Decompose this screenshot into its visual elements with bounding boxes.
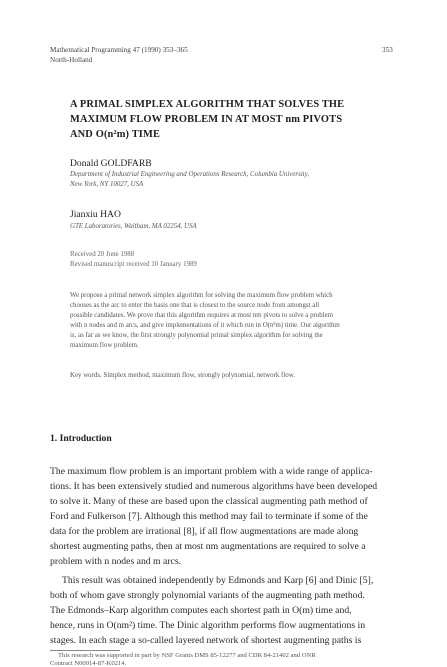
body-line: The Edmonds–Karp algorithm computes each shortest path in O(m) time and, (50, 605, 352, 616)
author-name-1: Donald GOLDFARB (70, 158, 152, 169)
abstract-line: possible candidates. We prove that this algorithm requires at most nm pivots to solve a problem (70, 312, 334, 319)
footnote-line: Contract N00014-87-K0214. (50, 660, 127, 667)
abstract-line: is, as far as we know, the first strongly polynomial primal simplex algorithm for solving the (70, 332, 323, 339)
author-affiliation-1-cont: New York, NY 10027, USA (70, 181, 144, 188)
body-line: to solve it. Many of these are based upon the classical augmenting path method of (50, 496, 368, 507)
footnote-line: This research was supported in part by NSF Grants DMS 85-12277 and CDR 84-21402 and ONR (58, 652, 316, 659)
received-date: Received 20 June 1988 (70, 251, 135, 258)
body-line: Ford and Fulkerson [7]. Although this method may fail to terminate if some of the (50, 511, 368, 522)
journal-citation: Mathematical Programming 47 (1990) 353–365 (50, 46, 188, 54)
revised-date: Revised manuscript received 10 January 1989 (70, 261, 197, 268)
body-line: hence, runs in O(nm²) time. The Dinic algorithm performs flow augmentations in (50, 620, 366, 631)
body-line: shortest augmenting paths, then at most nm augmentations are required to solve a (50, 541, 366, 552)
body-line: data for the problem are irrational [8], if all flow augmentations are made along (50, 526, 359, 537)
section-heading: 1. Introduction (50, 433, 112, 444)
author-affiliation-1: Department of Industrial Engineering and Operations Research, Columbia University, (70, 171, 309, 178)
page-number: 353 (382, 46, 393, 54)
publisher: North-Holland (50, 56, 93, 64)
footnote-rule (50, 650, 120, 651)
body-line: stages. In each stage a so-called layered network of shortest augmenting paths is (50, 635, 362, 646)
body-line: The maximum flow problem is an important problem with a wide range of applica- (50, 466, 373, 477)
abstract-line: maximum flow problem. (70, 342, 139, 349)
key-words: Key words. Simplex method, maximum flow, strongly polynomial, network flow. (70, 372, 295, 379)
title-line-1: A PRIMAL SIMPLEX ALGORITHM THAT SOLVES THE (70, 99, 345, 110)
abstract-line: We propose a primal network simplex algorithm for solving the maximum flow problem which (70, 292, 333, 299)
abstract-line: chooses as the arc to enter the basis one that is closest to the source node from amongst all (70, 302, 320, 309)
body-line: This result was obtained independently by Edmonds and Karp [6] and Dinic [5], (62, 575, 374, 586)
title-line-3: AND O(n²m) TIME (70, 129, 161, 140)
body-line: problem with n nodes and m arcs. (50, 556, 182, 567)
abstract-line: with n nodes and m arcs, and give implementations of it which run in O(n²m) time. Our algorithm (70, 322, 340, 329)
body-line: tions. It has been extensively studied and numerous algorithms have been developed (50, 481, 378, 492)
author-affiliation-2: GTE Laboratories, Waltham, MA 02254, USA (70, 223, 197, 230)
body-line: both of whom gave strongly polynomial variants of the augmenting path method. (50, 590, 365, 601)
title-line-2: MAXIMUM FLOW PROBLEM IN AT MOST nm PIVOTS (70, 114, 343, 125)
author-name-2: Jianxiu HAO (70, 209, 121, 220)
